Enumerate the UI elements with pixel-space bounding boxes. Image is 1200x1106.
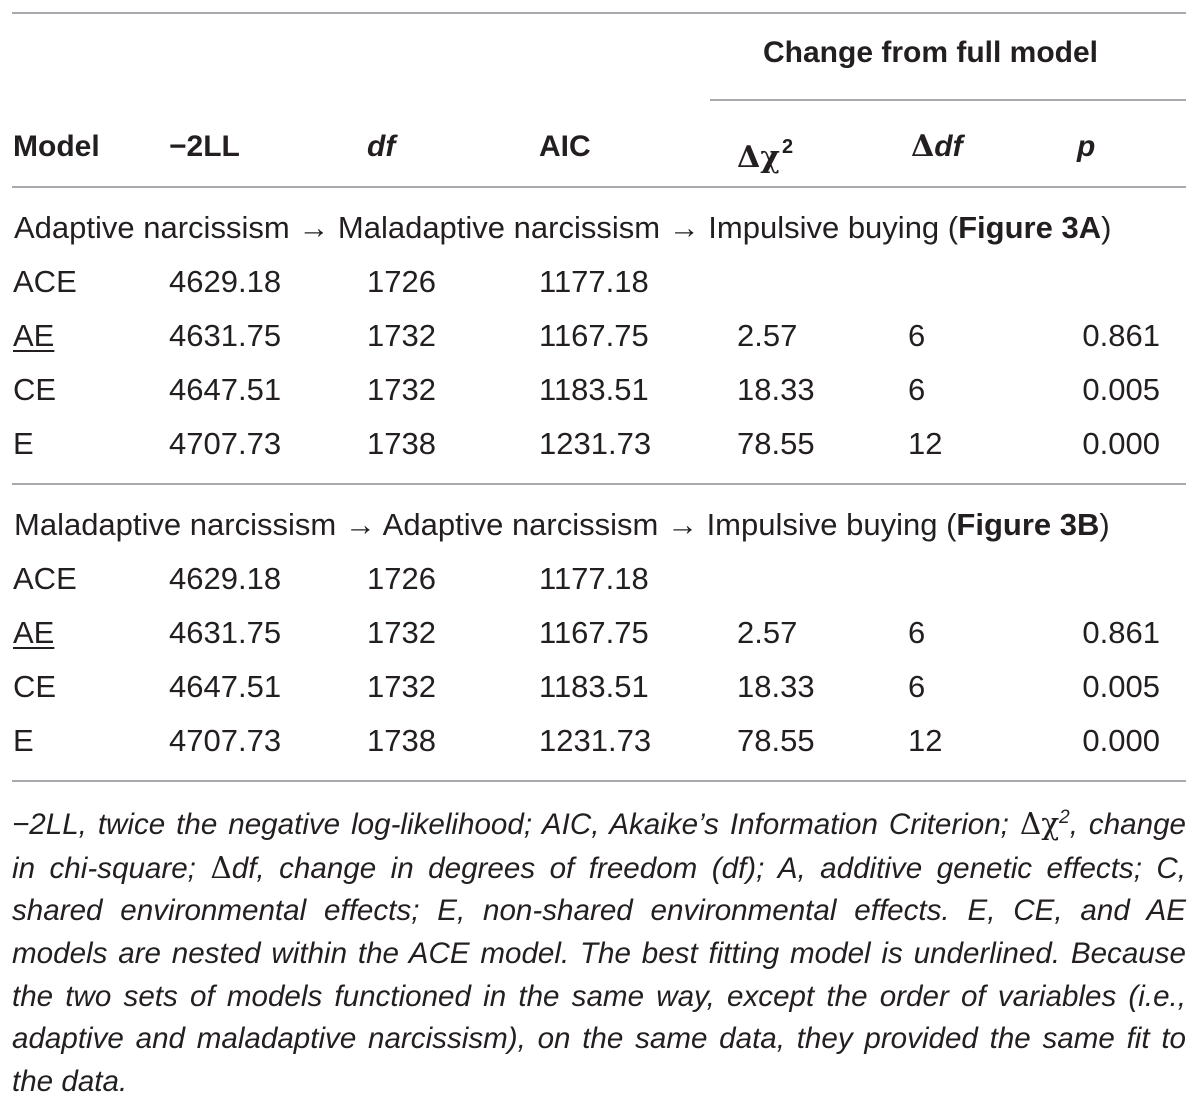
cell-delta-df: 6: [908, 372, 926, 407]
cell-p: 0.005: [1082, 669, 1160, 704]
section-divider-rule: [12, 483, 1186, 485]
footnote-chi-symbol: Δχ: [1019, 806, 1060, 841]
footnote-delta-symbol: Δ: [210, 850, 232, 885]
cell-delta-df: 12: [908, 426, 943, 461]
cell-model: CE: [13, 372, 57, 407]
header-bottom-rule: [12, 186, 1186, 188]
col-header-p: p: [1077, 130, 1096, 163]
col-header-df: df: [367, 130, 396, 163]
cell-delta-chi: 18.33: [737, 372, 815, 407]
cell-p: 0.861: [1082, 318, 1160, 353]
delta-chi-superscript: 2: [782, 136, 794, 158]
cell-df: 1732: [367, 372, 436, 407]
col-header-neg2ll: −2LL: [169, 130, 240, 163]
cell-aic: 1183.51: [539, 669, 649, 704]
delta-chi-symbol: Δχ: [737, 140, 781, 175]
cell-df: 1726: [367, 561, 436, 596]
cell-p: 0.000: [1082, 723, 1160, 758]
cell-df: 1738: [367, 723, 436, 758]
cell-aic: 1231.73: [539, 723, 652, 758]
cell-model: CE: [13, 669, 57, 704]
cell-neg2ll: 4631.75: [169, 318, 282, 353]
table-top-rule: [12, 12, 1186, 14]
cell-neg2ll: 4647.51: [169, 669, 282, 704]
cell-delta-chi: 78.55: [737, 426, 815, 461]
col-header-aic: AIC: [539, 130, 591, 163]
cell-delta-df: 6: [908, 615, 926, 650]
cell-aic: 1177.18: [539, 264, 649, 299]
cell-delta-df: 12: [908, 723, 943, 758]
footnote-text: , change in chi-square;: [12, 807, 1186, 885]
cell-p: 0.005: [1082, 372, 1160, 407]
cell-df: 1732: [367, 615, 436, 650]
cell-delta-chi: 78.55: [737, 723, 815, 758]
col-header-delta-chi-square: [737, 129, 793, 176]
cell-delta-chi: 2.57: [737, 318, 798, 353]
figure-reference[interactable]: Figure 3B: [956, 507, 1100, 542]
group-header-rule: [710, 99, 1186, 101]
cell-aic: 1167.75: [539, 318, 649, 353]
delta-df-text: df: [934, 130, 963, 163]
cell-delta-df: 6: [908, 318, 926, 353]
cell-neg2ll: 4647.51: [169, 372, 282, 407]
col-header-model: Model: [13, 130, 100, 163]
cell-model-best-fit: AE: [13, 318, 55, 353]
cell-neg2ll: 4629.18: [169, 561, 282, 596]
cell-neg2ll: 4629.18: [169, 264, 282, 299]
cell-model-best-fit: AE: [13, 615, 55, 650]
cell-df: 1726: [367, 264, 436, 299]
cell-aic: 1177.18: [539, 561, 649, 596]
group-header-change-from-full-model: Change from full model: [763, 36, 1099, 69]
cell-model: ACE: [13, 561, 77, 596]
col-header-delta-df: [911, 129, 963, 165]
section-title-close: ): [1101, 210, 1112, 245]
cell-p: 0.000: [1082, 426, 1160, 461]
cell-model: E: [13, 426, 34, 461]
cell-delta-chi: 18.33: [737, 669, 815, 704]
cell-model: ACE: [13, 264, 77, 299]
cell-df: 1738: [367, 426, 436, 461]
cell-delta-df: 6: [908, 669, 926, 704]
cell-model: E: [13, 723, 34, 758]
footnote-chi-superscript: 2: [1059, 807, 1070, 828]
section-title-text: Adaptive narcissism → Maladaptive narcissism → Impulsive buying (: [14, 210, 959, 245]
table-footnote: [12, 797, 1186, 1104]
cell-neg2ll: 4631.75: [169, 615, 282, 650]
cell-df: 1732: [367, 318, 436, 353]
section-title-text: Maladaptive narcissism → Adaptive narcissism → Impulsive buying (: [14, 507, 957, 542]
section-title-figure-3a: [14, 210, 1111, 246]
cell-aic: 1183.51: [539, 372, 649, 407]
cell-aic: 1167.75: [539, 615, 649, 650]
cell-neg2ll: 4707.73: [169, 723, 282, 758]
cell-delta-chi: 2.57: [737, 615, 798, 650]
cell-p: 0.861: [1082, 615, 1160, 650]
section-title-figure-3b: [14, 507, 1110, 543]
figure-reference[interactable]: Figure 3A: [958, 210, 1102, 245]
section-title-close: ): [1099, 507, 1110, 542]
cell-neg2ll: 4707.73: [169, 426, 282, 461]
footnote-text: −2LL, twice the negative log-likelihood; AIC, Akaike’s Information Criterion;: [12, 807, 1020, 841]
delta-df-symbol: Δ: [911, 129, 935, 164]
cell-df: 1732: [367, 669, 436, 704]
table-bottom-rule: [12, 780, 1186, 782]
footnote-text: df, change in degrees of freedom (df); A, additive genetic effects; C, shared environmental effects; E, non-shared environmental effects. E, CE, and AE models are nested within the ACE model. The best fitting model is underlined. Because the two sets of models functioned in the same way, except the order of variables (i.e., adaptive and maladaptive narcissism), on the same data, they provided the same fit to the data.: [12, 851, 1187, 1099]
cell-aic: 1231.73: [539, 426, 652, 461]
